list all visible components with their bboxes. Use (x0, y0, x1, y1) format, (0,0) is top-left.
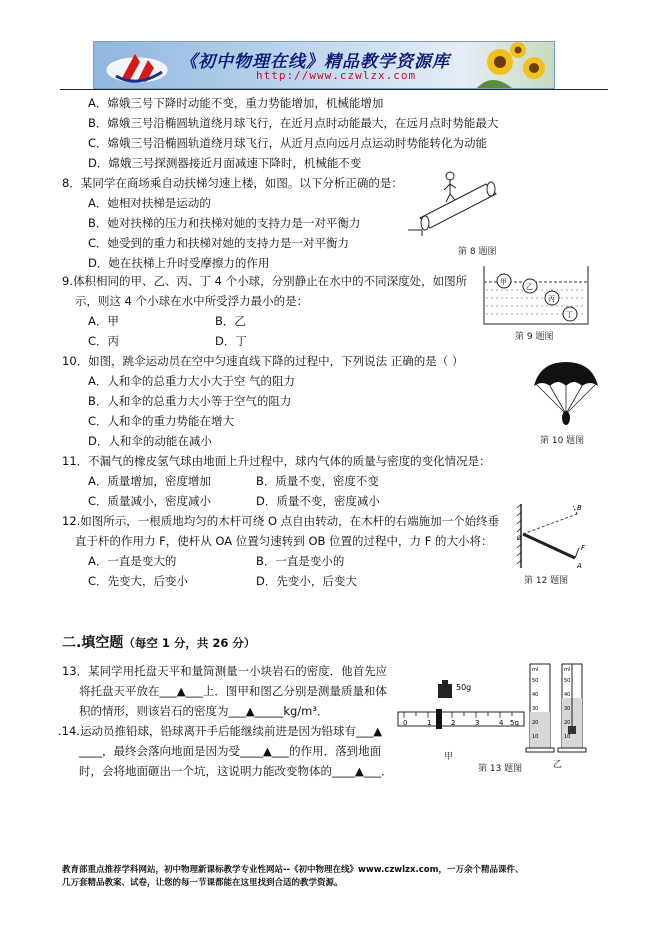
q10-option-a: A．人和伞的总重力大小大于空 气的阻力 (88, 374, 296, 388)
q8-caption: 第 8 题图 (458, 247, 497, 257)
q12-option-c: C．先变大，后变小 (88, 574, 189, 588)
q12-option-a: A．一直是变大的 (88, 554, 177, 568)
cyl1-mark-20: 20 (532, 720, 539, 726)
lever-label-b: B (577, 504, 582, 512)
q10-option-b: B．人和伞的总重力大小等于空气的阻力 (88, 394, 292, 408)
footer-line1: 教育部重点推荐学科网站，初中物理新课标教学专业性网站--《初中物理在线》www.czwlzx.com，一万余个精品课件、 (62, 865, 524, 875)
cyl1-mark-30: 30 (532, 706, 539, 712)
lever-label-a: A (577, 562, 582, 570)
q12-caption: 第 12 题图 (524, 576, 569, 586)
escalator-figure (408, 170, 508, 250)
ball-label-jia: 甲 (500, 278, 507, 286)
balance-scale-figure (396, 672, 526, 744)
cyl1-mark-40: 40 (532, 692, 539, 698)
scale-tick-5: 5g (510, 719, 519, 727)
q12-stem-line1: 12.如图所示，一根质地均匀的木杆可绕 O 点自由转动，在木杆的右端施加一个始终垂 (62, 514, 500, 528)
q13-line1: 13．某同学用托盘天平和量筒测量一小块岩石的密度．他首先应 (62, 664, 388, 678)
section-note: （每空 1 分，共 26 分） (123, 636, 256, 650)
q9-option-a: A．甲 (88, 314, 119, 328)
header-rule (60, 89, 608, 90)
cyl2-mark-ml: ml (564, 667, 571, 673)
q7-option-a: A．嫦娥三号下降时动能不变，重力势能增加，机械能增加 (88, 96, 384, 110)
cyl1-mark-ml: ml (532, 667, 539, 673)
q12-option-b: B．一直是变小的 (256, 554, 345, 568)
water-tank-figure (482, 264, 590, 326)
weight-label: 50g (456, 683, 472, 692)
q8-option-a: A．她相对扶梯是运动的 (88, 196, 211, 210)
q11-option-b: B．质量不变，密度不变 (256, 474, 379, 488)
banner-title: 《初中物理在线》精品教学资源库 (180, 52, 450, 72)
lever-label-o: O (517, 535, 522, 542)
q7-option-d: D．嫦娥三号探测器接近月面减速下降时，机械能不变 (88, 156, 362, 170)
q11-stem: 11．不漏气的橡皮氢气球由地面上升过程中，球内气体的质量与密度的变化情况是： (62, 454, 491, 468)
ball-label-bing: 丙 (548, 295, 555, 303)
scale-tick-0: 0 (403, 719, 408, 727)
section-fill-blank-title (62, 632, 255, 652)
section-title: 二.填空题 (62, 635, 124, 651)
q7-option-c: C．嫦娥三号沿椭圆轨道绕月球飞行，从近月点向远月点运动时势能转化为动能 (88, 136, 488, 150)
q8-option-b: B．她对扶梯的压力和扶梯对她的支持力是一对平衡力 (88, 216, 361, 230)
cyl2-mark-50: 50 (564, 678, 571, 684)
q9-option-c: C．丙 (88, 334, 120, 348)
cyl2-mark-10: 10 (564, 734, 571, 740)
parachute-figure (530, 360, 602, 432)
q13-line3: 积的情形，则该岩石的密度为___▲_____kg/m³． (79, 704, 329, 718)
sunflower-icon (472, 42, 554, 88)
cyl1-mark-10: 10 (532, 734, 539, 740)
banner-url[interactable]: http://www.czwlzx.com (256, 69, 417, 82)
q14-line2: ____，最终会落向地面是因为受____▲___的作用．落到地面 (79, 744, 382, 758)
lever-figure (515, 500, 590, 572)
logo-icon (102, 46, 172, 86)
q8-stem: 8．某同学在商场乘自动扶梯匀速上楼，如图。以下分析正确的是： (62, 176, 403, 190)
q14-line3: 时，会将地面砸出一个坑，这说明力能改变物体的____▲___． (79, 764, 393, 778)
q14-line1: .14.运动员推铅球，铅球离开手后能继续前进是因为铅球有___▲ (58, 724, 383, 738)
q10-stem: 10．如图，跳伞运动员在空中匀速直线下降的过程中，下列说法 正确的是（ ） (62, 354, 464, 368)
q9-option-b: B．乙 (215, 314, 246, 328)
cyl2-mark-30: 30 (564, 706, 571, 712)
q11-option-a: A．质量增加，密度增加 (88, 474, 211, 488)
scale-tick-2: 2 (451, 719, 456, 727)
q8-option-d: D．她在扶梯上升时受摩擦力的作用 (88, 256, 270, 270)
q13-label-jia: 甲 (444, 752, 454, 762)
scale-tick-4: 4 (499, 719, 504, 727)
footer-line2: 几万套精品教案、试卷，让您的每一节课都能在这里找到合适的教学资源。 (62, 878, 343, 888)
q13-label-yi: 乙 (553, 760, 563, 770)
q10-option-d: D．人和伞的动能在减小 (88, 434, 212, 448)
ball-label-ding: 丁 (566, 311, 573, 319)
scale-tick-1: 1 (427, 719, 432, 727)
q11-option-c: C．质量减小，密度减小 (88, 494, 212, 508)
scale-tick-3: 3 (475, 719, 480, 727)
q10-option-c: C．人和伞的重力势能在增大 (88, 414, 235, 428)
q8-option-c: C．她受到的重力和扶梯对她的支持力是一对平衡力 (88, 236, 350, 250)
graduated-cylinders-figure (524, 660, 590, 760)
ball-label-yi: 乙 (526, 283, 533, 291)
q10-caption: 第 10 题图 (540, 436, 585, 446)
q11-option-d: D．质量不变，密度减小 (256, 494, 380, 508)
q9-stem-line2: 示，则这 4 个小球在水中所受浮力最小的是： (75, 294, 309, 308)
q9-option-d: D．丁 (215, 334, 247, 348)
cyl2-mark-40: 40 (564, 692, 571, 698)
q12-stem-line2: 直于杆的作用力 F，使杆从 OA 位置匀速转到 OB 位置的过程中，力 F 的大小将： (75, 534, 493, 548)
q13-line2: 将托盘天平放在___▲___上．图甲和图乙分别是测量质量和体 (79, 684, 387, 698)
q12-option-d: D．先变小，后变大 (256, 574, 357, 588)
cyl1-mark-50: 50 (532, 678, 539, 684)
q13-caption: 第 13 题图 (478, 764, 523, 774)
lever-label-f: F (581, 544, 586, 552)
q9-caption: 第 9 题图 (515, 332, 554, 342)
q9-stem-line1: 9.体积相同的甲、乙、丙、丁 4 个小球，分别静止在水中的不同深度处，如图所 (62, 274, 468, 288)
header-banner (93, 41, 555, 89)
cyl2-mark-20: 20 (564, 720, 571, 726)
q7-option-b: B．嫦娥三号沿椭圆轨道绕月球飞行，在近月点时动能最大，在远月点时势能最大 (88, 116, 499, 130)
